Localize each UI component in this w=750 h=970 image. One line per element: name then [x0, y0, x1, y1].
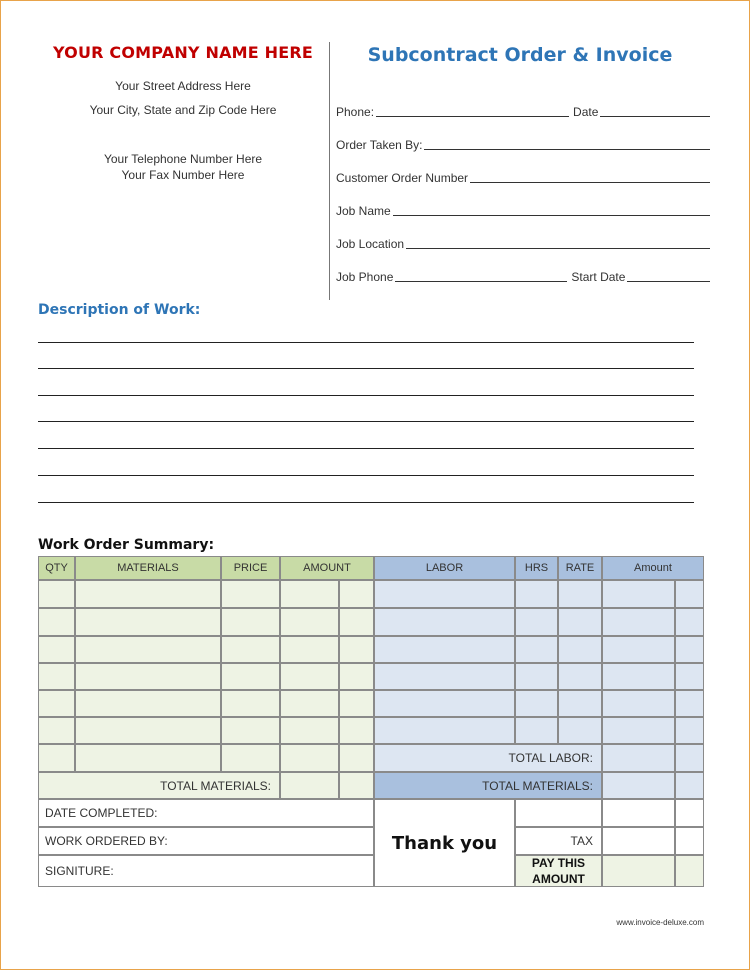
rate-cell[interactable] [558, 608, 602, 636]
labor-amount-cell[interactable] [602, 636, 675, 663]
amount-cents-cell[interactable] [339, 690, 374, 717]
hrs-cell[interactable] [515, 663, 558, 690]
qty-cell[interactable] [38, 717, 75, 744]
tax-amount[interactable] [602, 827, 675, 855]
description-line[interactable] [38, 368, 694, 369]
amount-cents-cell[interactable] [339, 580, 374, 608]
description-line[interactable] [38, 421, 694, 422]
date-label: Date [573, 105, 599, 119]
signature-field[interactable] [38, 855, 374, 887]
subtotal-label-cell [515, 799, 602, 827]
amount-cell[interactable] [280, 663, 339, 690]
total-labor-label: TOTAL LABOR: [374, 744, 602, 772]
company-city-state-zip: Your City, State and Zip Code Here [89, 103, 277, 117]
amount-text: AMOUNT [532, 872, 585, 886]
description-line[interactable] [38, 395, 694, 396]
hrs-cell[interactable] [515, 608, 558, 636]
labor-amount-cents-cell[interactable] [675, 580, 704, 608]
start-date-label: Start Date [571, 270, 626, 284]
materials-cell[interactable] [75, 744, 221, 772]
labor-amount-cell[interactable] [602, 690, 675, 717]
description-line[interactable] [38, 475, 694, 476]
total-materials-cents-left[interactable] [339, 772, 374, 799]
labor-amount-cents-cell[interactable] [675, 690, 704, 717]
amount-cents-cell[interactable] [339, 744, 374, 772]
labor-amount-cents-cell[interactable] [675, 717, 704, 744]
price-cell[interactable] [221, 717, 280, 744]
materials-cell[interactable] [75, 690, 221, 717]
customer-order-row [336, 169, 712, 185]
tax-cents[interactable] [675, 827, 704, 855]
job-phone-field[interactable] [395, 269, 567, 282]
job-name-field[interactable] [393, 203, 710, 216]
work-ordered-by-label: WORK ORDERED BY: [45, 834, 168, 848]
job-name-label: Job Name [336, 204, 391, 218]
labor-cell[interactable] [374, 636, 515, 663]
hrs-cell[interactable] [515, 717, 558, 744]
pay-this-amount-cents[interactable] [675, 855, 704, 887]
document-title: Subcontract Order & Invoice [367, 44, 673, 66]
labor-amount-header: Amount [602, 556, 704, 580]
labor-amount-cents-cell[interactable] [675, 663, 704, 690]
qty-cell[interactable] [38, 636, 75, 663]
materials-header: MATERIALS [75, 556, 221, 580]
labor-amount-cell[interactable] [602, 608, 675, 636]
customer-order-number-field[interactable] [470, 170, 710, 183]
hrs-header: HRS [515, 556, 558, 580]
amount-cell[interactable] [280, 608, 339, 636]
labor-header: LABOR [374, 556, 515, 580]
subtotal-cents[interactable] [675, 799, 704, 827]
rate-cell[interactable] [558, 580, 602, 608]
price-cell[interactable] [221, 690, 280, 717]
rate-cell[interactable] [558, 717, 602, 744]
amount-header: AMOUNT [280, 556, 374, 580]
materials-cell[interactable] [75, 608, 221, 636]
qty-cell[interactable] [38, 690, 75, 717]
rate-cell[interactable] [558, 690, 602, 717]
total-labor-amount[interactable] [602, 744, 675, 772]
materials-cell[interactable] [75, 636, 221, 663]
header-divider [329, 42, 330, 300]
subtotal-amount[interactable] [602, 799, 675, 827]
total-materials-label-right: TOTAL MATERIALS: [374, 772, 602, 799]
company-street: Your Street Address Here [115, 79, 251, 93]
materials-cell[interactable] [75, 580, 221, 608]
pay-this-text: PAY THIS [531, 856, 586, 870]
rate-cell[interactable] [558, 636, 602, 663]
thank-you-text: Thank you [374, 799, 515, 887]
labor-amount-cents-cell[interactable] [675, 608, 704, 636]
qty-cell[interactable] [38, 608, 75, 636]
price-cell[interactable] [221, 608, 280, 636]
footer-url: www.invoice-deluxe.com [616, 918, 704, 927]
company-fax: Your Fax Number Here [121, 168, 245, 182]
labor-amount-cell[interactable] [602, 717, 675, 744]
total-labor-cents[interactable] [675, 744, 704, 772]
description-line[interactable] [38, 342, 694, 343]
labor-cell[interactable] [374, 690, 515, 717]
work-order-summary-title: Work Order Summary: [38, 537, 215, 553]
work-order-summary-table [38, 556, 704, 887]
hrs-cell[interactable] [515, 636, 558, 663]
date-completed-label: DATE COMPLETED: [45, 806, 158, 820]
description-line[interactable] [38, 502, 694, 503]
job-name-row [336, 202, 712, 218]
labor-cell[interactable] [374, 580, 515, 608]
price-cell[interactable] [221, 744, 280, 772]
qty-cell[interactable] [38, 744, 75, 772]
company-name: YOUR COMPANY NAME HERE [52, 43, 314, 62]
labor-cell[interactable] [374, 717, 515, 744]
order-taken-row [336, 136, 712, 152]
total-materials-amount-left[interactable] [280, 772, 339, 799]
order-taken-by-field[interactable] [424, 137, 710, 150]
price-header: PRICE [221, 556, 280, 580]
company-telephone: Your Telephone Number Here [103, 152, 263, 166]
amount-cents-cell[interactable] [339, 663, 374, 690]
price-cell[interactable] [221, 663, 280, 690]
labor-amount-cell[interactable] [602, 663, 675, 690]
customer-order-number-label: Customer Order Number [336, 171, 469, 185]
job-location-row [336, 235, 712, 251]
labor-amount-cell[interactable] [602, 580, 675, 608]
phone-label: Phone: [336, 105, 375, 119]
pay-this-amount-value[interactable] [602, 855, 675, 887]
materials-cell[interactable] [75, 663, 221, 690]
job-phone-row [336, 268, 712, 284]
phone-field[interactable] [376, 104, 569, 117]
description-line[interactable] [38, 448, 694, 449]
labor-amount-cents-cell[interactable] [675, 636, 704, 663]
job-phone-label: Job Phone [336, 270, 394, 284]
tax-label: TAX [515, 827, 602, 855]
amount-cents-cell[interactable] [339, 717, 374, 744]
amount-cell[interactable] [280, 636, 339, 663]
qty-cell[interactable] [38, 663, 75, 690]
job-location-field[interactable] [406, 236, 710, 249]
order-taken-by-label: Order Taken By: [336, 138, 423, 152]
total-materials-amount-right[interactable] [602, 772, 675, 799]
amount-cents-cell[interactable] [339, 608, 374, 636]
labor-cell[interactable] [374, 663, 515, 690]
hrs-cell[interactable] [515, 690, 558, 717]
total-materials-label-left: TOTAL MATERIALS: [38, 772, 280, 799]
job-location-label: Job Location [336, 237, 405, 251]
description-title: Description of Work: [38, 302, 201, 318]
price-cell[interactable] [221, 636, 280, 663]
total-materials-cents-right[interactable] [675, 772, 704, 799]
date-completed-field[interactable] [38, 799, 374, 827]
pay-this-amount-label [515, 855, 602, 887]
work-ordered-by-field[interactable] [38, 827, 374, 855]
amount-cell[interactable] [280, 744, 339, 772]
phone-date-row [336, 103, 712, 119]
signature-label: SIGNITURE: [45, 864, 114, 878]
materials-cell[interactable] [75, 717, 221, 744]
start-date-field[interactable] [627, 269, 710, 282]
labor-cell[interactable] [374, 608, 515, 636]
date-field[interactable] [600, 104, 710, 117]
amount-cents-cell[interactable] [339, 636, 374, 663]
price-cell[interactable] [221, 580, 280, 608]
hrs-cell[interactable] [515, 580, 558, 608]
rate-cell[interactable] [558, 663, 602, 690]
rate-header: RATE [558, 556, 602, 580]
amount-cell[interactable] [280, 690, 339, 717]
amount-cell[interactable] [280, 580, 339, 608]
qty-header: QTY [38, 556, 75, 580]
qty-cell[interactable] [38, 580, 75, 608]
amount-cell[interactable] [280, 717, 339, 744]
